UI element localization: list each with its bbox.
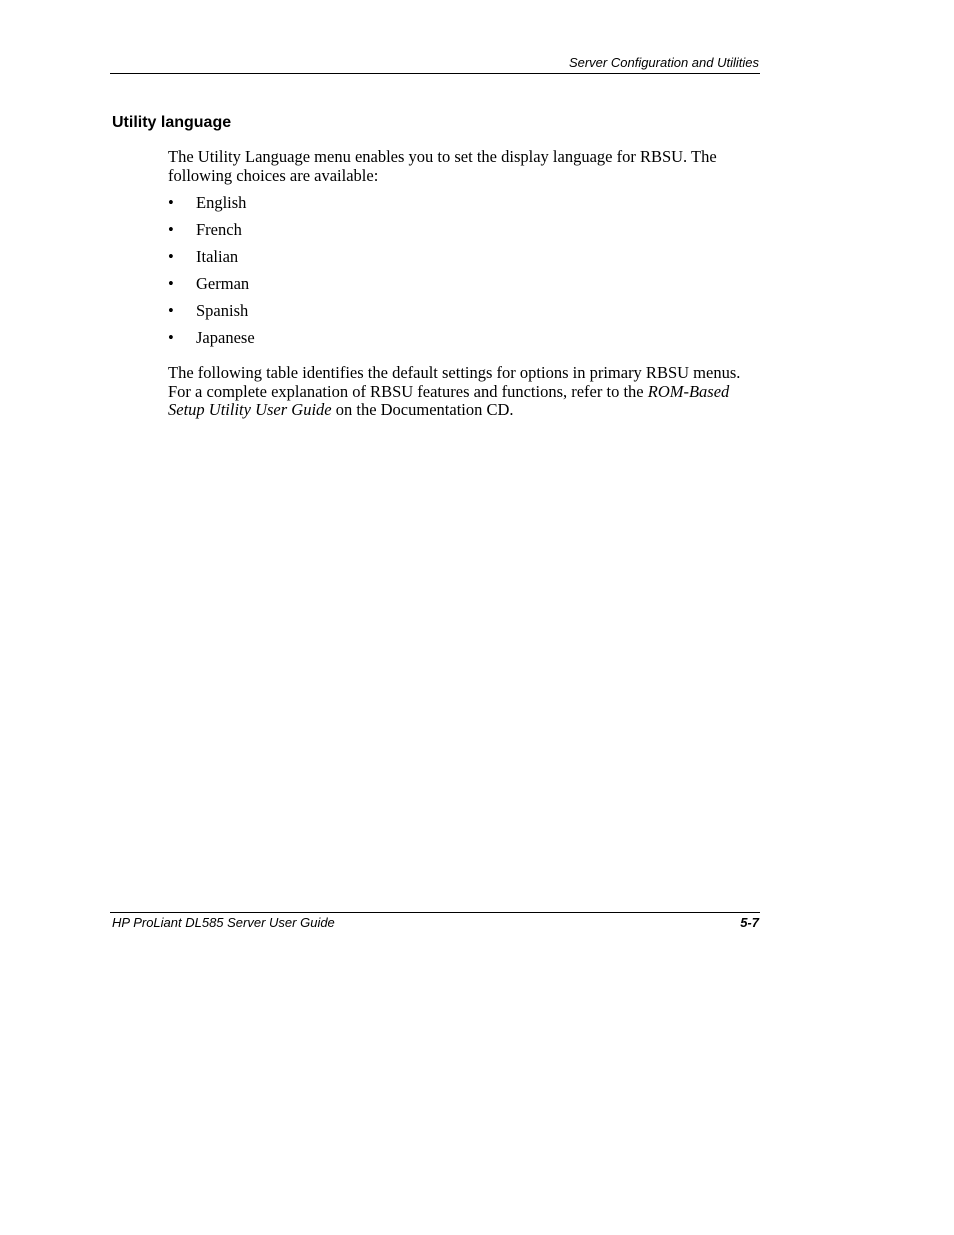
list-item [168, 329, 255, 356]
followup-paragraph [168, 364, 760, 420]
section-heading: Utility language [112, 114, 232, 131]
list-item [168, 275, 255, 302]
language-label: French [196, 220, 242, 239]
running-header: Server Configuration and Utilities [568, 55, 759, 70]
page-number: 5-7 [740, 915, 759, 930]
language-list [168, 194, 255, 356]
bullet-icon: • [168, 274, 174, 293]
intro-paragraph: The Utility Language menu enables you to set the display language for RBSU. The following choices are available: [168, 147, 717, 185]
footer-guide-name: HP ProLiant DL585 Server User Guide [112, 915, 335, 930]
bullet-icon: • [168, 220, 174, 239]
language-label: Japanese [196, 328, 255, 347]
header-rule [110, 73, 760, 74]
followup-text-after: on the Documentation CD. [331, 400, 514, 419]
bullet-icon: • [168, 301, 174, 320]
language-label: Italian [196, 247, 239, 266]
footer-rule [110, 912, 760, 913]
list-item [168, 248, 255, 275]
followup-text-before: The following table identifies the default settings for options in primary RBSU menus. For a complete explanation of RBSU features and functions, refer to the [168, 363, 741, 401]
bullet-icon: • [168, 193, 174, 212]
bullet-icon: • [168, 328, 174, 347]
bullet-icon: • [168, 247, 174, 266]
list-item [168, 302, 255, 329]
list-item [168, 221, 255, 248]
language-label: Spanish [196, 301, 249, 320]
list-item [168, 194, 255, 221]
guide-title: ROM-Based Setup Utility User Guide [168, 381, 730, 419]
language-label: English [196, 193, 247, 212]
language-label: German [196, 274, 250, 293]
